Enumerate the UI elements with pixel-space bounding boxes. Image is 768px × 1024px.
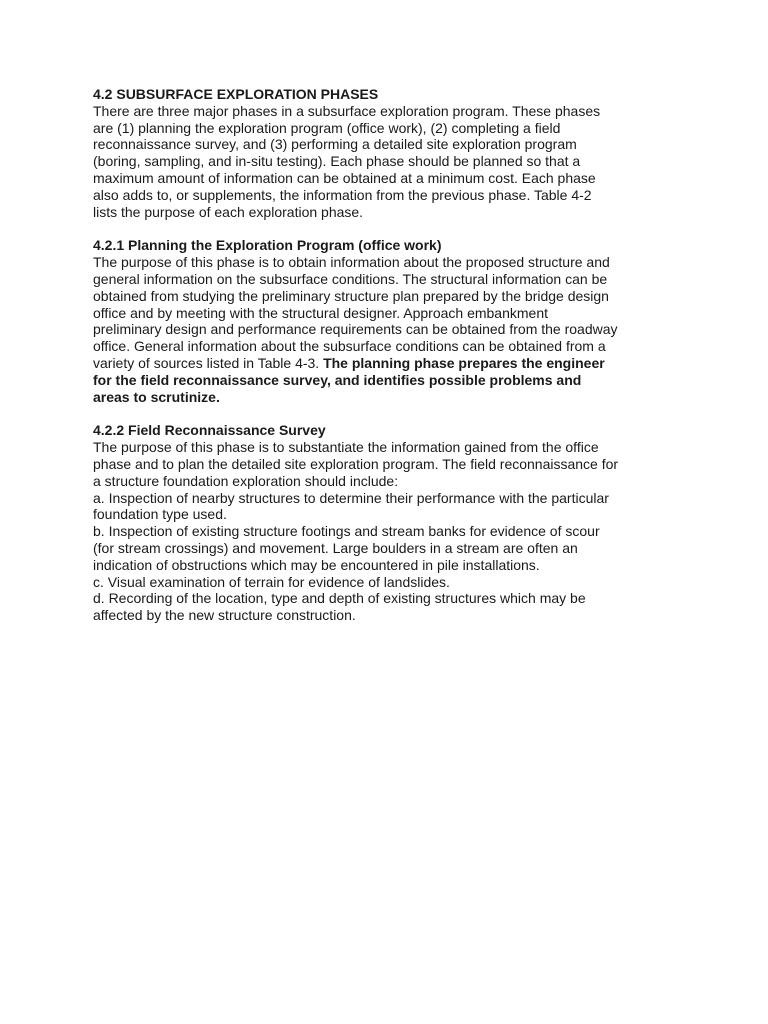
list-item-line: affected by the new structure construction.	[93, 607, 356, 624]
paragraph-line: The purpose of this phase is to obtain information about the proposed structure and	[93, 254, 610, 271]
section-heading-4-2-2: 4.2.2 Field Reconnaissance Survey	[93, 422, 326, 439]
paragraph-line-bold: for the field reconnaissance survey, and identifies possible problems and	[93, 371, 582, 388]
section-4-2-paragraph	[93, 103, 683, 221]
paragraph-line: (boring, sampling, and in-situ testing). Each phase should be planned so that a	[93, 153, 581, 170]
paragraph-line: office and by meeting with the structural designer. Approach embankment	[93, 304, 549, 321]
paragraph-line: lists the purpose of each exploration phase.	[93, 203, 364, 220]
section-heading-4-2: 4.2 SUBSURFACE EXPLORATION PHASES	[93, 86, 379, 102]
paragraph-line: There are three major phases in a subsurface exploration program. These phases	[93, 102, 601, 119]
list-item-line: indication of obstructions which may be encountered in pile installations.	[93, 556, 540, 573]
paragraph-line: general information on the subsurface conditions. The structural information can be	[93, 270, 608, 287]
list-item-line: (for stream crossings) and movement. Large boulders in a stream are often an	[93, 539, 578, 556]
paragraph-line-bold: areas to scrutinize.	[93, 388, 220, 405]
paragraph-line: also adds to, or supplements, the information from the previous phase. Table 4-2	[93, 186, 592, 203]
paragraph-line: obtained from studying the preliminary structure plan prepared by the bridge design	[93, 287, 609, 304]
paragraph-line: a structure foundation exploration should include:	[93, 472, 399, 489]
section-4-2-1-paragraph	[93, 254, 683, 405]
paragraph-line: reconnaissance survey, and (3) performing a detailed site exploration program	[93, 136, 577, 153]
paragraph-line-mixed	[93, 355, 683, 372]
list-item-line: foundation type used.	[93, 506, 227, 523]
paragraph-line: office. General information about the subsurface conditions can be obtained from a	[93, 338, 606, 355]
paragraph-line: The purpose of this phase is to substantiate the information gained from the office	[93, 439, 599, 456]
list-item-line: c. Visual examination of terrain for evidence of landslides.	[93, 573, 450, 590]
list-item-line: b. Inspection of existing structure footings and stream banks for evidence of scour	[93, 523, 600, 540]
document-body	[93, 86, 683, 624]
paragraph-line: preliminary design and performance requirements can be obtained from the roadway	[93, 321, 618, 338]
paragraph-spacer	[93, 405, 683, 422]
plain-text-run: variety of sources listed in Table 4-3.	[93, 354, 324, 371]
paragraph-line: are (1) planning the exploration program (office work), (2) completing a field	[93, 119, 561, 136]
section-heading-4-2-1: 4.2.1 Planning the Exploration Program (office work)	[93, 237, 442, 254]
list-item-line: a. Inspection of nearby structures to determine their performance with the particular	[93, 489, 609, 506]
bold-text-run: The planning phase prepares the engineer	[323, 354, 605, 371]
paragraph-line: phase and to plan the detailed site exploration program. The field reconnaissance for	[93, 455, 619, 472]
list-item-line: d. Recording of the location, type and depth of existing structures which may be	[93, 590, 586, 607]
paragraph-line: maximum amount of information can be obtained at a minimum cost. Each phase	[93, 169, 596, 186]
paragraph-spacer	[93, 220, 683, 237]
section-4-2-2-paragraph	[93, 439, 683, 624]
